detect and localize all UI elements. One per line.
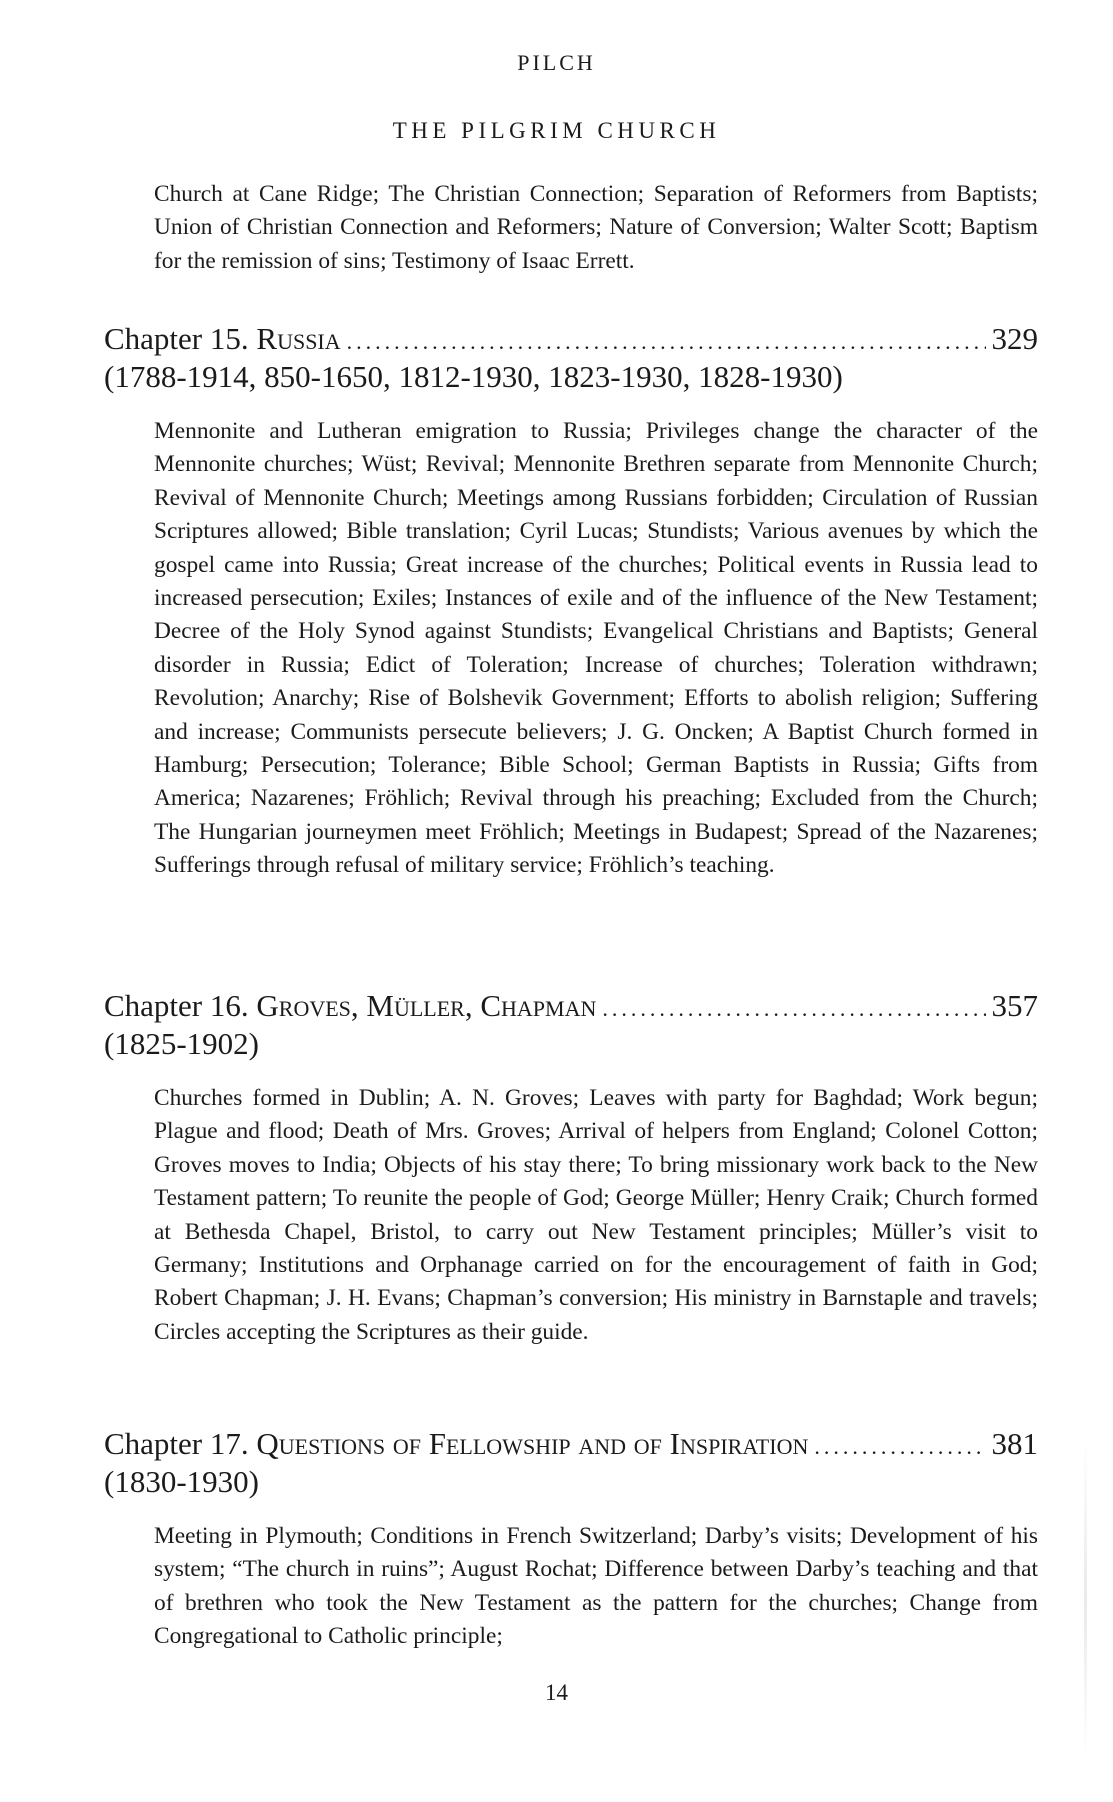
chapter-16-summary: Churches formed in Dublin; A. N. Groves; Leaves with party for Baghdad; Work begun; Plague and flood; Death of Mrs. Groves; Arrival of helpers from England; Colonel Cotton; Groves moves to India; Objects of his stay there; To bring missionary work back to the New Testament pattern; To reunite the people of God; George Müller; Henry Craik; Church formed at Bethesda Chapel, Bristol, to carry out New Testament principles; Müller’s visit to Germany; Institutions and Orphanage carried on for the encouragement of faith in God; Robert Chapman; J. H. Evans; Chapman’s conversion; His ministry in Barnstaple and travels; Circles accepting the Scriptures as their guide. xyxy=(154,1085,1038,1345)
book-title: THE PILGRIM CHURCH xyxy=(392,118,721,143)
chapter-17-dates: (1830-1930) xyxy=(104,1464,259,1499)
chapter-17-summary: Meeting in Plymouth; Conditions in French Switzerland; Darby’s visits; Development of his system; “The church in ruins”; August Rochat; Difference between Darby’s teaching and that of brethren who took the New Testament as the pattern for the churches; Change from Congregational to Catholic principle; xyxy=(154,1523,1038,1650)
intro-summary: Church at Cane Ridge; The Christian Connection; Separation of Reformers from Baptists; Union of Christian Connection and Reformers; Nature of Conversion; Walter Scott; Baptism for the remission of sins; Testimony of Isaac Errett. xyxy=(154,181,1038,274)
chapter-15-title: Russia xyxy=(256,321,341,356)
chapter-15-heading xyxy=(104,320,1038,361)
chapter-15-page: 329 xyxy=(991,321,1038,356)
chapter-17-title: Questions of Fellowship and of Inspiration xyxy=(256,1426,809,1461)
chapter-17-page: 381 xyxy=(991,1426,1038,1461)
chapter-15-label: Chapter 15. xyxy=(104,321,249,356)
chapter-17-heading xyxy=(104,1425,1038,1466)
scan-edge-shadow xyxy=(1084,1440,1087,1760)
chapter-16-page: 357 xyxy=(991,988,1038,1023)
chapter-16-heading xyxy=(104,987,1038,1028)
chapter-16-title: Groves, Müller, Chapman xyxy=(256,988,597,1023)
page-number: 14 xyxy=(545,1680,568,1705)
chapter-16-dates: (1825-1902) xyxy=(104,1026,259,1061)
chapter-15-dates: (1788-1914, 850-1650, 1812-1930, 1823-1930, 1828-1930) xyxy=(104,359,843,394)
chapter-17-label: Chapter 17. xyxy=(104,1426,249,1461)
chapter-15-summary: Mennonite and Lutheran emigration to Russia; Privileges change the character of the Mennonite churches; Wüst; Revival; Mennonite Brethren separate from Mennonite Church; Revival of Mennonite Church; Meetings among Russians forbidden; Circulation of Russian Scriptures allowed; Bible translation; Cyril Lucas; Stundists; Various avenues by which the gospel came into Russia; Great increase of the churches; Political events in Russia lead to increased persecution; Exiles; Instances of exile and of the influence of the New Testament; Decree of the Holy Synod against Stundists; Evangelical Christians and Baptists; General disorder in Russia; Edict of Toleration; Increase of churches; Toleration withdrawn; Revolution; Anarchy; Rise of Bolshevik Government; Efforts to abolish religion; Suffering and increase; Communists persecute believers; J. G. Oncken; A Baptist Church formed in Hamburg; Persecution; Tolerance; Bible School; German Baptists in Russia; Gifts from America; Nazarenes; Fröhlich; Revival through his preaching; Excluded from the Church; The Hungarian journeymen meet Fröhlich; Meetings in Budapest; Spread of the Nazarenes; Sufferings through refusal of military service; Fröhlich’s teaching. xyxy=(154,418,1038,879)
chapter-17-leader xyxy=(814,1428,985,1466)
chapter-15-leader xyxy=(347,323,986,361)
chapter-16-leader xyxy=(602,990,985,1028)
chapter-16-label: Chapter 16. xyxy=(104,988,249,1023)
running-head: PILCH xyxy=(517,50,596,75)
